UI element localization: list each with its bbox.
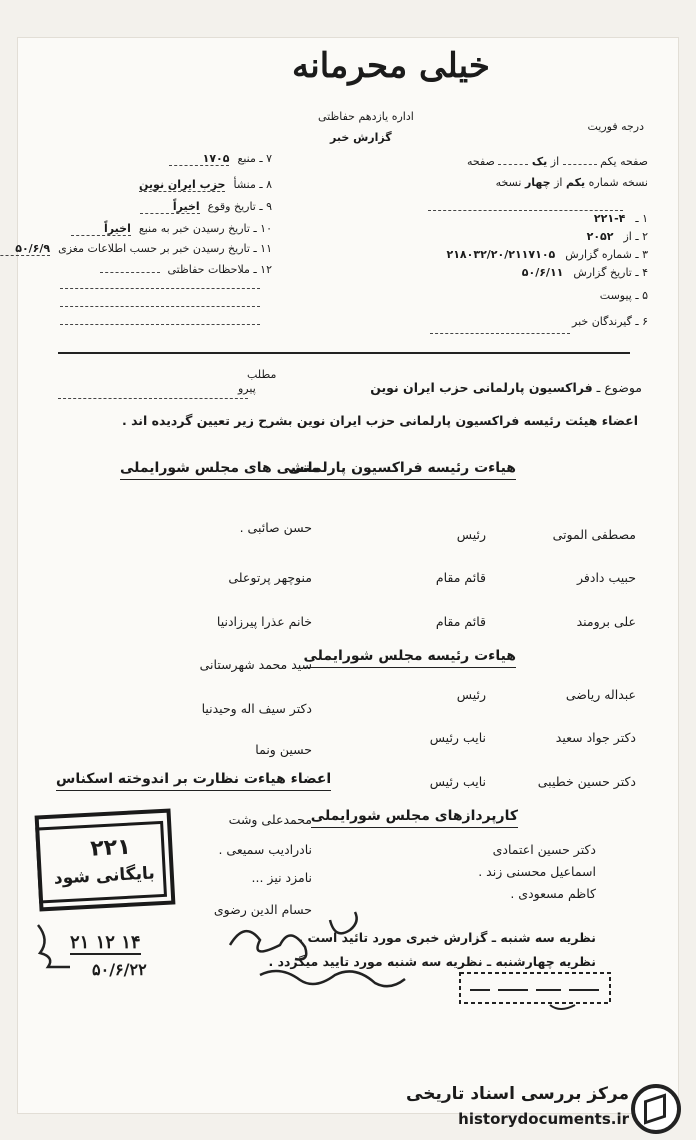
report-label: گزارش خبر [330, 131, 392, 144]
officer-role: قائم مقام [435, 570, 486, 585]
officer-name: علی برومند [576, 614, 636, 629]
senate-board-title: هیاءت رئیسه مجلس شورایملی [304, 648, 516, 668]
senate-secretaries-title: منشی های مجلس شورایملی [120, 460, 319, 480]
admin-name: اسماعیل محسنی زند . [478, 864, 596, 879]
left-field [60, 178, 272, 192]
stamp-text: بایگانی شود [53, 863, 156, 889]
officer-name: نامزد نیز ... [251, 870, 312, 885]
officer-name: نادرادیب سمیعی . [218, 842, 312, 857]
page-label: صفحه یکم [600, 155, 648, 168]
officer-name: حبیب دادفر [577, 570, 636, 585]
separator-dots [428, 210, 623, 211]
mottaleb-label: مطلب [247, 368, 277, 381]
field-label: ۵ ـ پیوست [599, 289, 648, 302]
officer-role: قائم مقام [435, 614, 486, 629]
officer-row [376, 527, 636, 542]
signature-scribbles [30, 905, 650, 1025]
field-label: ۱۱ ـ تاریخ رسیدن خبر بر حسب اطلاعات مغزی [58, 242, 272, 255]
right-field [587, 230, 648, 243]
admin-name: کاظم مسعودی . [510, 886, 596, 901]
admins-title: کارپردازهای مجلس شورایملی [311, 808, 518, 828]
field-value [100, 272, 160, 273]
peyro-label: پیرو [238, 382, 256, 395]
officer-name: عبداله ریاضی [565, 687, 636, 702]
intro-text: اعضاء هیئت رئیسه فراکسیون پارلمانی حزب ایران نوین بشرح زیر تعیین گردیده اند . [121, 413, 638, 428]
copy-word: نسخه [495, 176, 522, 189]
right-field [447, 248, 649, 261]
field-value: اخیراً [140, 200, 200, 214]
officer-row [376, 570, 636, 585]
subject-line: موضوع ـ فراکسیون پارلمانی حزب ایران نوین [370, 380, 642, 395]
note-wednesday: نظریه چهارشنبه ـ نظریه سه شنبه مورد تایید میگردد . [268, 954, 596, 969]
officer-row [376, 614, 636, 629]
archive-url[interactable]: historydocuments.ir [458, 1110, 629, 1128]
dept-label: اداره یازدهم حفاظتی [318, 110, 414, 123]
field-label: ۴ ـ تاریخ گزارش [573, 266, 648, 279]
field-value: ۲۰۵۲ [586, 230, 614, 243]
copy-line [443, 176, 648, 189]
officer-name: دکتر حسین خطیبی [537, 774, 636, 789]
subject-dots [58, 398, 248, 399]
page-word: صفحه [466, 155, 495, 168]
officer-row [376, 730, 636, 745]
supervision-title: اعضاء هیاءت نظارت بر اندوخته اسکناس [56, 771, 331, 791]
page-line [443, 155, 648, 168]
handwritten-date-2: ۵۰/۶/۲۲ [92, 960, 147, 979]
archive-watermark [405, 1074, 695, 1140]
field-label: ۲ ـ از [623, 230, 648, 243]
left-field [15, 242, 272, 256]
blank-line [60, 324, 260, 325]
blank-line [60, 288, 260, 289]
copy-of: از [554, 176, 563, 189]
officer-name: حسن صائبی . [239, 520, 312, 535]
archive-stamp [35, 809, 176, 912]
officer-name: حسام الدین رضوی [213, 902, 312, 917]
officer-name: خانم عذرا پیرزادنیا [216, 614, 312, 629]
page-of: از [550, 155, 560, 168]
archive-logo-icon [631, 1084, 681, 1134]
field-value: اخیراً [71, 222, 131, 236]
right-field [522, 266, 648, 279]
officer-row [376, 687, 636, 702]
field-value: ۲۲۱-۴ [593, 212, 626, 225]
right-field [590, 289, 648, 302]
officer-role: نایب رئیس [429, 730, 486, 745]
officer-name: دکتر سیف اله وحیدنیا [201, 701, 312, 716]
urgency-label: درجه فوریت [587, 120, 644, 133]
blank-line [60, 306, 260, 307]
officer-role: رئیس [456, 687, 486, 702]
page-total: یک [531, 155, 548, 168]
field-label: ۱۲ ـ ملاحظات حفاظتی [167, 263, 272, 276]
field-label: ۶ ـ گیرندگان خبر [572, 315, 648, 328]
field-value: ۲۱۸۰۳۲/۲۰/۲۱۱۷۱۰۵ [446, 248, 556, 261]
subject-text: فراکسیون پارلمانی حزب ایران نوین [370, 380, 593, 395]
officer-name: سید محمد شهرستانی [199, 657, 312, 672]
officer-row [376, 774, 636, 789]
left-field [60, 263, 272, 276]
header-divider [58, 352, 630, 354]
archive-org-name: مرکز بررسی اسناد تاریخی [406, 1084, 629, 1104]
doc-title: خیلی محرمانه [292, 46, 490, 86]
note-tuesday: نظریه سه شنبه ـ گزارش خبری مورد تائید است . [298, 930, 596, 945]
copy-no: یکم [565, 176, 586, 189]
stamp-number: ۲۲۱ [89, 834, 132, 862]
officer-name: محمدعلی وشت [228, 812, 312, 827]
field-label: ۱۰ ـ تاریخ رسیدن خبر به منبع [138, 222, 272, 235]
officer-name: مصطفی الموتی [552, 527, 636, 542]
officer-role: نایب رئیس [429, 774, 486, 789]
field-value: حزب ایران نوین [139, 178, 226, 191]
left-field [60, 200, 272, 214]
field-value: ۱۷۰۵ [169, 152, 229, 166]
field-value: ۵۰/۶/۹ [0, 242, 50, 256]
officer-name: منوچهر پرتوعلی [228, 570, 312, 585]
field-label: ۸ ـ منشأ [233, 178, 272, 191]
field-label: ۱ ـ [635, 212, 648, 225]
field-label: ۷ ـ منبع [237, 152, 272, 165]
right-field [562, 315, 648, 328]
handwritten-date-1: ۲۱ ۱۲ ۱۴ [70, 932, 141, 953]
subject-label: موضوع [604, 380, 642, 395]
admin-name: دکتر حسین اعتمادی [492, 842, 596, 857]
officer-role: رئیس [456, 527, 486, 542]
officer-name: حسین ونما [255, 742, 312, 757]
left-field [60, 152, 272, 166]
right-field [594, 212, 648, 225]
board-title: هیاءت رئیسه فراکسیون پارلمانی [288, 460, 516, 480]
field-label: ۳ ـ شماره گزارش [565, 248, 648, 261]
blank-line [430, 333, 570, 334]
copy-label: نسخه شماره [588, 176, 648, 189]
field-value: ۵۰/۶/۱۱ [521, 266, 564, 279]
field-label: ۹ ـ تاریخ وقوع [207, 200, 272, 213]
left-field [60, 222, 272, 236]
officer-name: دکتر جواد سعید [555, 730, 636, 745]
copy-total: چهار [524, 176, 551, 189]
